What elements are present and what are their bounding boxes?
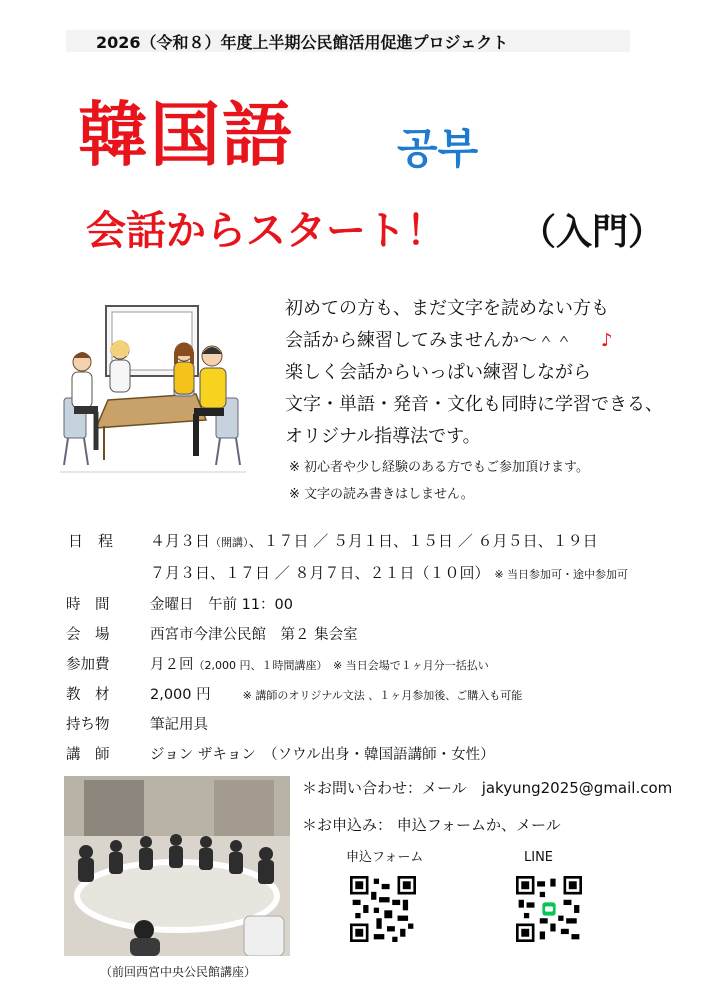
fee-value — [150, 658, 489, 673]
form-qr-code[interactable] — [350, 876, 416, 942]
intro-note-2: ※ 文字の読み書きはしません。 — [289, 487, 474, 502]
intro-line-3: 楽しく会話からいっぱい練習しながら — [285, 362, 591, 383]
schedule-line-2 — [150, 566, 628, 581]
schedule-label: 日 程 — [68, 532, 114, 550]
belongings-label: 持ち物 — [66, 717, 110, 733]
schedule-first-date: ４月３日 — [150, 532, 211, 550]
material-price: 2,000 円 — [150, 687, 211, 703]
meeting-illustration — [56, 300, 252, 480]
line-label: LINE — [524, 850, 554, 865]
schedule-dates-1: 、１７日 ／ ５月１日、１５日 ／ ６月５日、１９日 — [248, 532, 598, 550]
fee-main: 月２回 — [150, 657, 194, 673]
fee-label: 参加費 — [66, 657, 110, 673]
time-label: 時 間 — [66, 597, 110, 613]
belongings-value: 筆記用具 — [150, 717, 208, 733]
schedule-note: ※ 当日参加可・途中参加可 — [494, 568, 629, 581]
intro-line-2 — [285, 332, 613, 350]
photo-caption: （前回西宮中央公民館講座） — [100, 965, 257, 979]
main-title: 韓国語 — [78, 94, 294, 176]
line-qr-code[interactable] — [516, 876, 582, 942]
material-value — [150, 688, 522, 703]
apply-text: ＊お申込み： 申込フォームか、メール — [302, 816, 561, 834]
intro-line-1: 初めての方も、まだ文字を読めない方も — [285, 298, 609, 319]
inquiry-text: ＊お問い合わせ：メール jakyung2025@gmail.com — [302, 779, 673, 797]
intro-line-2-text: 会話から練習してみませんか～＾＾ — [285, 330, 573, 351]
intro-line-5: オリジナル指導法です。 — [285, 426, 481, 447]
schedule-dates-2: ７月３日、１７日 ／ ８月７日、２１日（１０回） — [150, 564, 490, 582]
intro-line-4: 文字・単語・発音・文化も同時に学習できる、 — [285, 394, 663, 415]
instructor-value: ジョン ザキョン （ソウル出身・韓国語講師・女性） — [150, 747, 495, 763]
venue-label: 会 場 — [66, 627, 110, 643]
material-label: 教 材 — [66, 687, 110, 703]
fee-note: （2,000 円、１時間講座） ※ 当日会場で１ヶ月分一括払い — [193, 659, 489, 672]
schedule-line-1 — [150, 534, 598, 549]
material-note: ※ 講師のオリジナル文法 、１ヶ月参加後、ご購入も可能 — [242, 689, 523, 702]
time-value: 金曜日 午前 11：00 — [150, 597, 294, 613]
form-label: 申込フォーム — [346, 850, 424, 865]
instructor-label: 講 師 — [66, 747, 110, 763]
intro-note-1: ※ 初心者や少し経験のある方でもご参加頂けます。 — [289, 460, 589, 475]
project-header: 2026（令和８）年度上半期公民館活用促進プロジェクト — [96, 33, 509, 52]
subtitle: 会話からスタート！ — [86, 208, 446, 254]
schedule-opening-tag: （開講） — [210, 536, 249, 549]
music-note-icon: ♪ — [601, 330, 613, 351]
korean-title: 공부 — [397, 124, 479, 173]
venue-value: 西宮市今津公民館 第２ 集会室 — [150, 627, 358, 643]
subtitle-tag: （入門） — [520, 212, 665, 253]
class-photo — [64, 776, 290, 956]
